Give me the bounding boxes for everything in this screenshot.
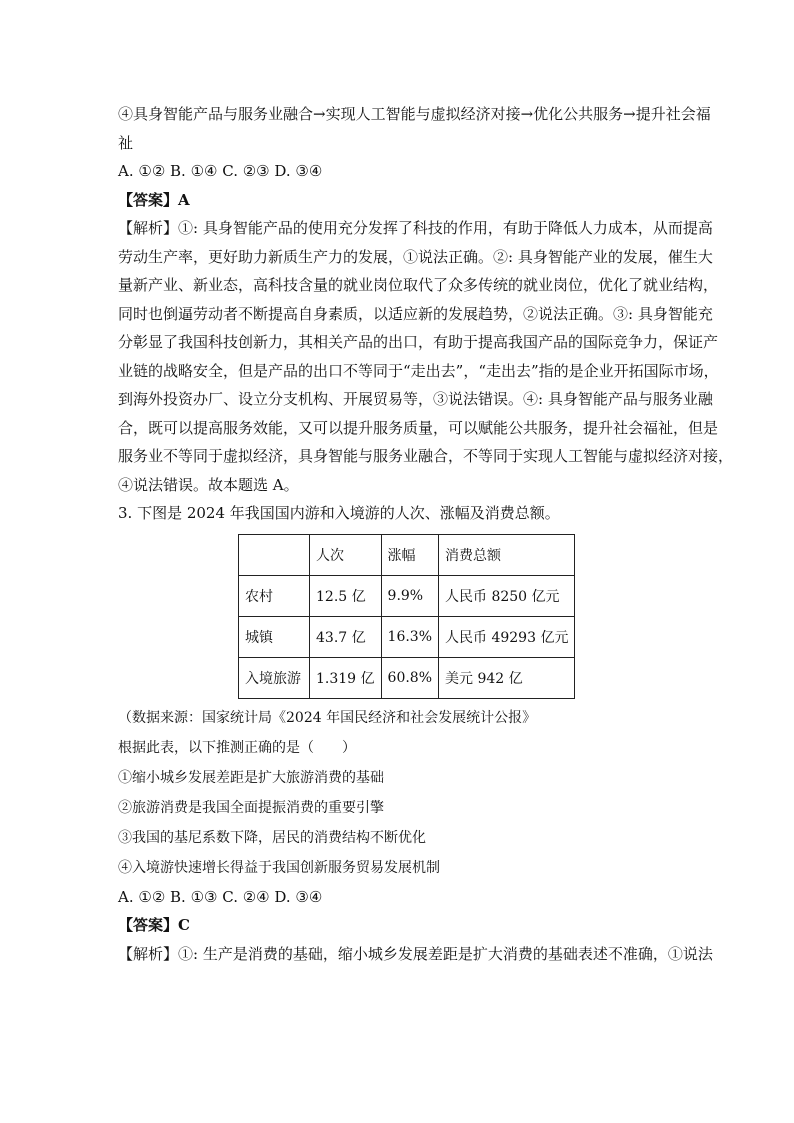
table-header-row: [239, 534, 575, 575]
table-row: [239, 616, 575, 657]
q2-analysis-line: 合，既可以提高服务效能，又可以提升服务质量，可以赋能公共服务，提升社会福祉，但是: [118, 418, 719, 437]
q3-data-source: （数据来源：国家统计局《2024 年国民经济和社会发展统计公报》: [118, 709, 537, 726]
table-header-cell: 消费总额: [439, 534, 575, 575]
q2-options: A. ①② B. ①④ C. ②③ D. ③④: [118, 162, 323, 180]
table-header-cell: [239, 534, 310, 575]
q3-question: 根据此表，以下推测正确的是（ ）: [118, 739, 356, 756]
table-cell: 人民币 49293 亿元: [439, 616, 575, 657]
table-cell: 人民币 8250 亿元: [439, 575, 575, 616]
q2-answer: 【答案】A: [118, 190, 190, 209]
q3-answer: 【答案】C: [118, 916, 190, 934]
tourism-data-table: [238, 534, 575, 699]
table-header-cell: 涨幅: [381, 534, 438, 575]
table-cell: 美元 942 亿: [439, 657, 575, 698]
table-cell: 9.9%: [381, 575, 438, 616]
table-cell: 60.8%: [381, 657, 438, 698]
table-cell: 农村: [239, 575, 310, 616]
q2-analysis-line: 到海外投资办厂、设立分支机构、开展贸易等，③说法错误。④: 具身智能产品与服务业融: [118, 390, 713, 408]
q3-item: ①缩小城乡发展差距是扩大旅游消费的基础: [118, 769, 384, 786]
table-row: [239, 657, 575, 698]
q2-item4-line1: ④具身智能产品与服务业融合→实现人工智能与虚拟经济对接→优化公共服务→提升社会福: [118, 105, 711, 123]
q3-options: A. ①② B. ①③ C. ②④ D. ③④: [118, 887, 323, 906]
table-row: [239, 575, 575, 616]
q3-analysis-line: 【解析】①: 生产是消费的基础，缩小城乡发展差距是扩大消费的基础表述不准确，①说法: [118, 944, 713, 963]
q3-item: ④入境游快速增长得益于我国创新服务贸易发展机制: [118, 859, 440, 876]
q2-analysis-line: 量新产业、新业态，高科技含量的就业岗位取代了众多传统的就业岗位，优化了就业结构，: [118, 276, 719, 294]
table-cell: 16.3%: [381, 616, 438, 657]
q3-item: ②旅游消费是我国全面提振消费的重要引擎: [118, 799, 384, 816]
q2-analysis-line: 同时也倒逼劳动者不断提高自身素质，以适应新的发展趋势，②说法正确。③: 具身智能充: [118, 304, 713, 323]
table-header-cell: 人次: [310, 534, 382, 575]
table-cell: 43.7 亿: [310, 616, 382, 657]
q2-analysis-line: ④说法错误。故本题选 A。: [118, 475, 299, 494]
document-page: [118, 100, 734, 968]
q2-analysis-line: 分彰显了我国科技创新力，其相关产品的出口，有助于提高我国产品的国际竞争力，保证产: [118, 333, 719, 351]
table-cell: 1.319 亿: [310, 657, 382, 698]
table-cell: 城镇: [239, 616, 310, 657]
q3-item: ③我国的基尼系数下降，居民的消费结构不断优化: [118, 829, 426, 846]
q2-analysis-line: 服务业不等同于虚拟经济，具身智能与服务业融合，不等同于实现人工智能与虚拟经济对接，: [118, 447, 734, 465]
q2-item4-line2: 祉: [118, 133, 134, 152]
q2-analysis-line: 业链的战略安全，但是产品的出口不等同于“走出去”，“走出去”指的是企业开拓国际市场，: [118, 361, 719, 380]
q3-stem: 3. 下图是 2024 年我国国内游和入境游的人次、涨幅及消费总额。: [118, 504, 560, 522]
q2-analysis-line: 劳动生产率，更好助力新质生产力的发展，①说法正确。②: 具身智能产业的发展，催生大: [118, 247, 713, 266]
q2-analysis-line: 【解析】①: 具身智能产品的使用充分发挥了科技的作用，有助于降低人力成本，从而提高: [118, 219, 713, 237]
table-cell: 入境旅游: [239, 657, 310, 698]
table-cell: 12.5 亿: [310, 575, 382, 616]
